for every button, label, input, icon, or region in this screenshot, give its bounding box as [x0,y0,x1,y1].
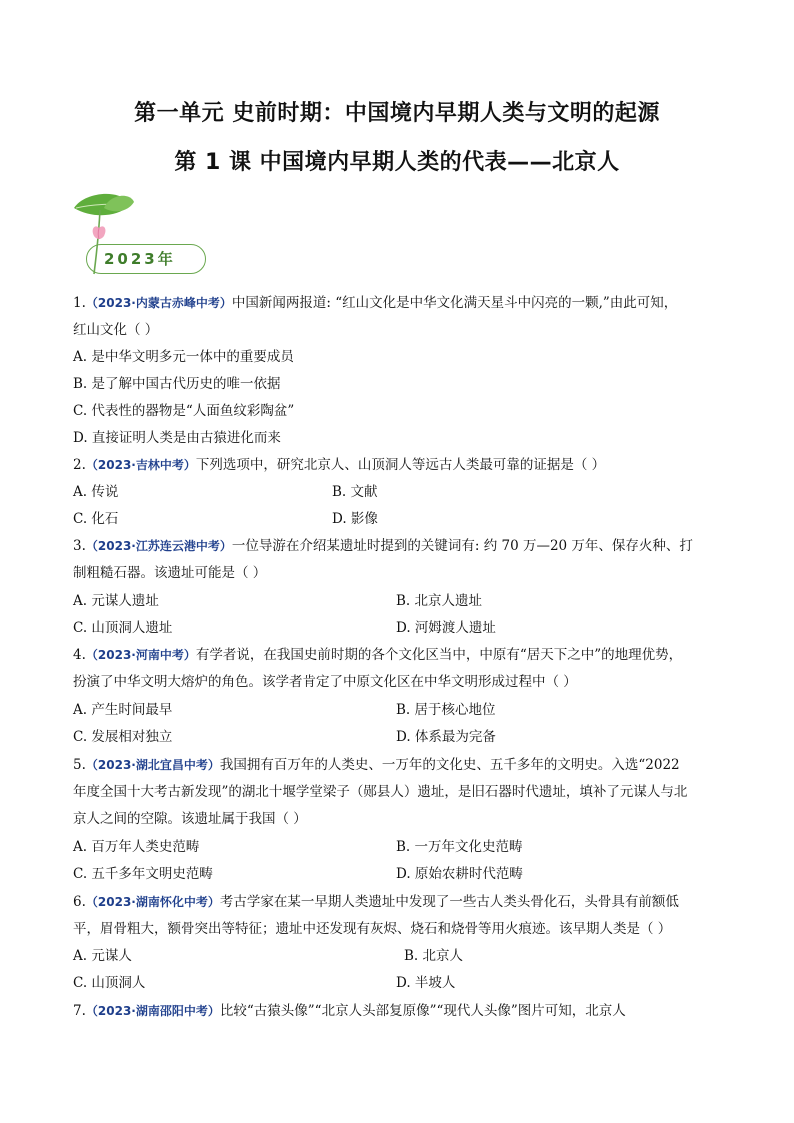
question-stem: 我国拥有百万年的人类史、一万年的文化史、五千多年的文明史。入选“2022 [219,757,680,773]
question-stem: 有学者说，在我国史前时期的各个文化区当中，中原有“居天下之中”的地理优势， [195,647,683,663]
question-stem: 中国新闻两报道: “红山文化是中华文化满天星斗中闪亮的一颗,”由此可知， [231,295,678,311]
option-c: C. 山顶洞人 [73,975,146,991]
question-stem: 一位导游在介绍某遗址时提到的关键词有: 约 70 万—20 万年、保存火种、打 [231,538,693,554]
option-d: D. 直接证明人类是由古猿进化而来 [73,430,281,446]
question-number: 2. [73,457,86,473]
question-1 [73,290,677,317]
option-c: C. 山顶洞人遗址 [73,620,173,636]
question-number: 4. [73,647,86,663]
question-number: 5. [73,757,86,773]
option-d: D. 半坡人 [396,975,456,991]
question-source: （2023·湖北宜昌中考） [85,758,220,772]
question-number: 7. [73,1003,86,1019]
question-4 [73,642,682,669]
question-stem: 比较“古猿头像”“北京人头部复原像”“现代人头像”图片可知，北京人 [219,1003,626,1019]
question-3 [73,533,693,560]
option-a: A. 百万年人类史范畴 [73,839,200,855]
unit-title: 第一单元 史前时期：中国境内早期人类与文明的起源 [134,101,660,126]
question-1-stem-line: 红山文化（ ） [73,322,159,338]
question-4-stem-line: 扮演了中华文明大熔炉的角色。该学者肯定了中原文化区在中华文明形成过程中（ ） [73,674,577,690]
option-d: D. 原始农耕时代范畴 [396,866,523,882]
question-7 [73,998,626,1025]
option-a: A. 元谋人遗址 [73,593,159,609]
option-c: C. 发展相对独立 [73,729,173,745]
question-source: （2023·湖南怀化中考） [85,895,220,909]
question-source: （2023·吉林中考） [85,458,196,472]
question-2 [73,452,605,479]
option-c: C. 代表性的器物是“人面鱼纹彩陶盆” [73,403,295,419]
option-b: B. 文献 [332,484,378,500]
question-5-stem-line: 年度全国十大考古新发现”的湖北十堰学堂梁子（郧县人）遗址，是旧石器时代遗址，填补了元谋人与北 [73,784,688,800]
option-a: A. 传说 [73,484,119,500]
option-b: B. 是了解中国古代历史的唯一依据 [73,376,281,392]
option-b: B. 一万年文化史范畴 [396,839,523,855]
option-d: D. 体系最为完备 [396,729,496,745]
lesson-title: 第 1 课 中国境内早期人类的代表——北京人 [174,150,620,175]
question-6-stem-line: 平，眉骨粗大，额骨突出等特征；遗址中还发现有灰烬、烧石和烧骨等用火痕迹。该早期人类是（ ） [73,921,672,937]
year-badge [70,190,220,276]
question-5 [73,752,680,779]
question-number: 6. [73,894,86,910]
question-source: （2023·河南中考） [85,648,196,662]
option-d: D. 河姆渡人遗址 [396,620,496,636]
question-3-stem-line: 制粗糙石器。该遗址可能是（ ） [73,565,267,581]
question-number: 3. [73,538,86,554]
option-d: D. 影像 [332,511,378,527]
question-number: 1. [73,295,86,311]
option-a: A. 产生时间最早 [73,702,173,718]
option-c: C. 化石 [73,511,119,527]
option-b: B. 北京人 [404,948,464,964]
option-c: C. 五千多年文明史范畴 [73,866,213,882]
question-stem: 下列选项中，研究北京人、山顶洞人等远古人类最可靠的证据是（ ） [195,457,606,473]
question-source: （2023·湖南邵阳中考） [85,1004,220,1018]
question-6 [73,889,679,916]
option-a: A. 元谋人 [73,948,132,964]
option-a: A. 是中华文明多元一体中的重要成员 [73,349,294,365]
option-b: B. 北京人遗址 [396,593,483,609]
question-source: （2023·内蒙古赤峰中考） [85,296,232,310]
badge-label: 2023年 [104,250,176,268]
question-stem: 考古学家在某一早期人类遗址中发现了一些古人类头骨化石，头骨具有前额低 [219,894,679,910]
option-b: B. 居于核心地位 [396,702,496,718]
question-source: （2023·江苏连云港中考） [85,539,232,553]
question-5-stem-line: 京人之间的空隙。该遗址属于我国（ ） [73,811,307,827]
